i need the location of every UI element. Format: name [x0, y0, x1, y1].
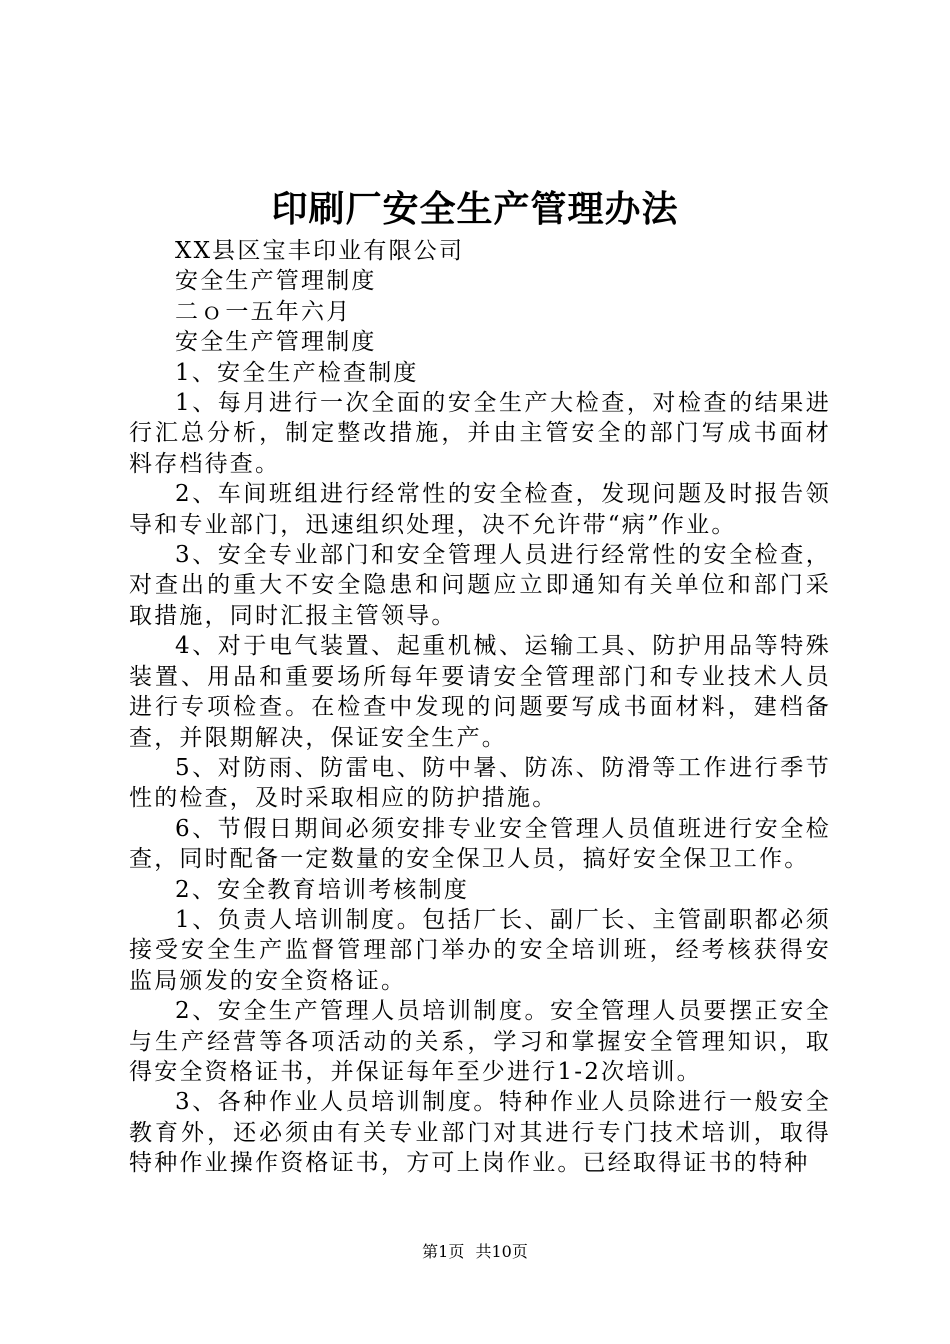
- paragraph: 3、各种作业人员培训制度。特种作业人员除进行一般安全教育外，还必须由有关专业部门对其进行专门技术培训，取得特种作业操作资格证书，方可上岗作业。已经取得证书的特种: [129, 1089, 831, 1177]
- section-heading-training: 2、安全教育培训考核制度: [175, 876, 470, 903]
- document-body: [129, 236, 831, 1179]
- page-total: 共10页: [475, 1242, 528, 1261]
- paragraph: 4、对于电气装置、起重机械、运输工具、防护用品等特殊装置、用品和重要场所每年要请安全管理部门和专业技术人员进行专项检查。在检查中发现的问题要写成书面材料，建档备查，并限期解决，保证安全生产。: [129, 633, 831, 751]
- paragraph: 2、安全生产管理人员培训制度。安全管理人员要摆正安全与生产经营等各项活动的关系，学习和掌握安全管理知识，取得安全资格证书，并保证每年至少进行1-2次培训。: [129, 998, 831, 1085]
- paragraph: 2、车间班组进行经常性的安全检查，发现问题及时报告领导和专业部门，迅速组织处理，决不允许带“病”作业。: [129, 481, 831, 538]
- paragraph-subtitle: 安全生产管理制度: [175, 268, 377, 295]
- document-title: 印刷厂安全生产管理办法: [271, 188, 679, 230]
- page-footer: [0, 1241, 950, 1263]
- paragraph-company: XX县区宝丰印业有限公司: [175, 238, 465, 264]
- paragraph: 3、安全专业部门和安全管理人员进行经常性的安全检查，对查出的重大不安全隐患和问题应立即通知有关单位和部门采取措施，同时汇报主管领导。: [129, 542, 831, 629]
- paragraph: 5、对防雨、防雷电、防中暑、防冻、防滑等工作进行季节性的检查，及时采取相应的防护措施。: [129, 754, 831, 812]
- page-number: 第1页: [422, 1242, 465, 1261]
- paragraph-heading: 安全生产管理制度: [175, 329, 377, 356]
- paragraph-date: 二ｏ一五年六月: [175, 298, 352, 325]
- paragraph: 6、节假日期间必须安排专业安全管理人员值班进行安全检查，同时配备一定数量的安全保卫人员，搞好安全保卫工作。: [129, 815, 831, 873]
- section-heading-inspection: 1、安全生产检查制度: [175, 359, 419, 386]
- paragraph: 1、负责人培训制度。包括厂长、副厂长、主管副职都必须接受安全生产监督管理部门举办的安全培训班，经考核获得安监局颁发的安全资格证。: [129, 906, 831, 994]
- paragraph: 1、每月进行一次全面的安全生产大检查，对检查的结果进行汇总分析，制定整改措施，并由主管安全的部门写成书面材料存档待查。: [129, 390, 831, 477]
